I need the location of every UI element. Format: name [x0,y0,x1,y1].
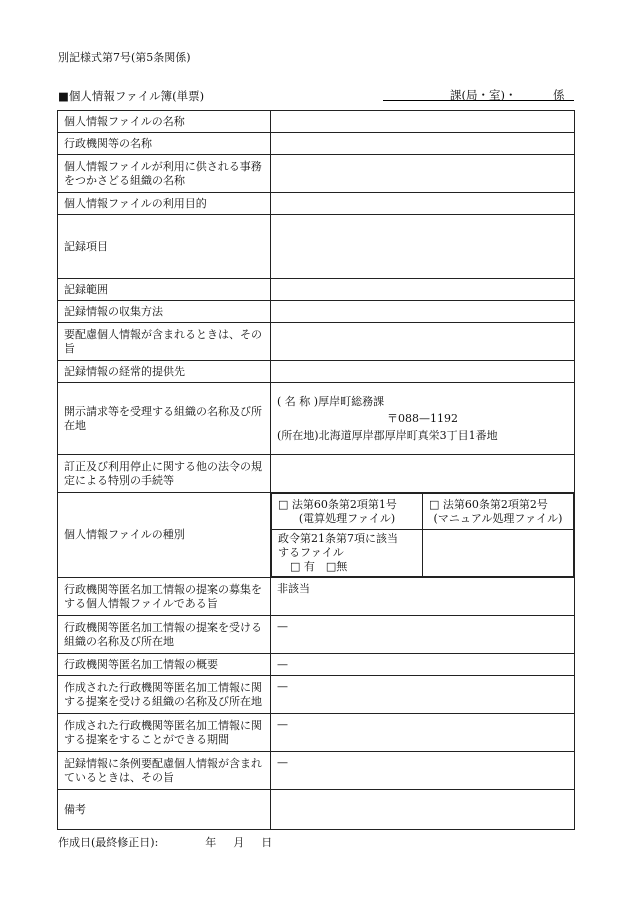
row-value[interactable] [271,279,575,301]
row-label: 個人情報ファイルの名称 [58,111,271,133]
table-row [58,301,575,323]
row-label: 個人情報ファイルの種別 [58,493,271,578]
row-value[interactable] [271,155,575,193]
section-label: 課(局・室)・ [450,88,517,102]
disclosure-name: ( 名 称 )厚岸町総務課 [277,395,385,408]
row-label: 記録情報の収集方法 [58,301,271,323]
row-label: 記録範囲 [58,279,271,301]
table-row [58,193,575,215]
row-label: 個人情報ファイルが利用に供される事務をつかさどる組織の名称 [58,155,271,193]
row-value[interactable] [271,215,575,279]
row-label: 記録項目 [58,215,271,279]
row-label: 作成された行政機関等匿名加工情報に関する提案をすることができる期間 [58,714,271,752]
table-row [58,714,575,752]
form-title: ■個人情報ファイル簿(単票) [58,89,205,103]
row-label: 行政機関等の名称 [58,133,271,155]
file-type-option-manual[interactable] [423,494,574,530]
file-type-empty-cell [423,530,574,577]
row-value[interactable] [271,790,575,830]
table-row [58,654,575,676]
file-type-cell [271,493,575,578]
disclosure-postal: 〒088—1192 [387,412,458,425]
table-row [58,752,575,790]
disclosure-address: (所在地)北海道厚岸郡厚岸町真栄3丁目1番地 [277,429,498,442]
unit-label: 係 [553,88,565,102]
table-row [58,383,575,455]
row-label: 個人情報ファイルの利用目的 [58,193,271,215]
ordinance-line-1: 政令第21条第7項に該当 [278,532,398,545]
row-value[interactable] [271,111,575,133]
table-row [58,790,575,830]
table-row [58,155,575,193]
option-sublabel: (マニュアル処理ファイル) [433,511,563,525]
table-row [58,111,575,133]
row-value[interactable]: — [271,752,575,790]
row-label: 訂正及び利用停止に関する他の法令の規定による特別の手続等 [58,455,271,493]
row-label: 行政機関等匿名加工情報の提案の募集をする個人情報ファイルである旨 [58,578,271,616]
table-row [58,215,575,279]
file-type-subtable [271,493,574,577]
row-label: 備考 [58,790,271,830]
row-value[interactable]: — [271,616,575,654]
row-value[interactable] [271,193,575,215]
created-date-label: 作成日(最終修正日): [58,836,159,849]
ledger-table [57,110,575,830]
row-label: 行政機関等匿名加工情報の概要 [58,654,271,676]
row-value[interactable] [271,361,575,383]
option-label: □ 法第60条第2項第1号 [278,497,397,511]
row-value[interactable]: — [271,676,575,714]
month-label: 月 [233,836,245,849]
row-label: 行政機関等匿名加工情報の提案を受ける組織の名称及び所在地 [58,616,271,654]
row-label: 記録情報に条例要配慮個人情報が含まれているときは、その旨 [58,752,271,790]
table-row [58,578,575,616]
option-sublabel: (電算処理ファイル) [298,511,396,525]
table-row [58,676,575,714]
row-value[interactable]: — [271,714,575,752]
row-label: 開示請求等を受理する組織の名称及び所在地 [58,383,271,455]
file-type-ordinance-cell[interactable] [272,530,423,577]
option-label: □ 法第60条第2項第2号 [429,497,548,511]
form-number: 別記様式第7号(第5条関係) [58,51,191,64]
ordinance-choice: □ 有 □無 [290,560,348,573]
row-label: 作成された行政機関等匿名加工情報に関する提案を受ける組織の名称及び所在地 [58,676,271,714]
row-label: 要配慮個人情報が含まれるときは、その旨 [58,323,271,361]
row-value[interactable] [271,323,575,361]
row-value[interactable]: 非該当 [271,578,575,616]
table-row [58,455,575,493]
table-row [58,133,575,155]
footer-date [58,834,272,850]
row-value[interactable] [271,133,575,155]
row-value[interactable] [271,301,575,323]
row-label: 記録情報の経常的提供先 [58,361,271,383]
ordinance-line-2: するファイル [278,546,344,559]
row-value[interactable]: — [271,654,575,676]
table-row [58,323,575,361]
table-row [58,279,575,301]
file-type-option-computer[interactable] [272,494,423,530]
day-label: 日 [261,836,273,849]
row-value[interactable] [271,455,575,493]
disclosure-cell[interactable] [271,383,575,455]
year-label: 年 [205,836,217,849]
table-row [58,361,575,383]
table-row [58,493,575,578]
table-row [58,616,575,654]
